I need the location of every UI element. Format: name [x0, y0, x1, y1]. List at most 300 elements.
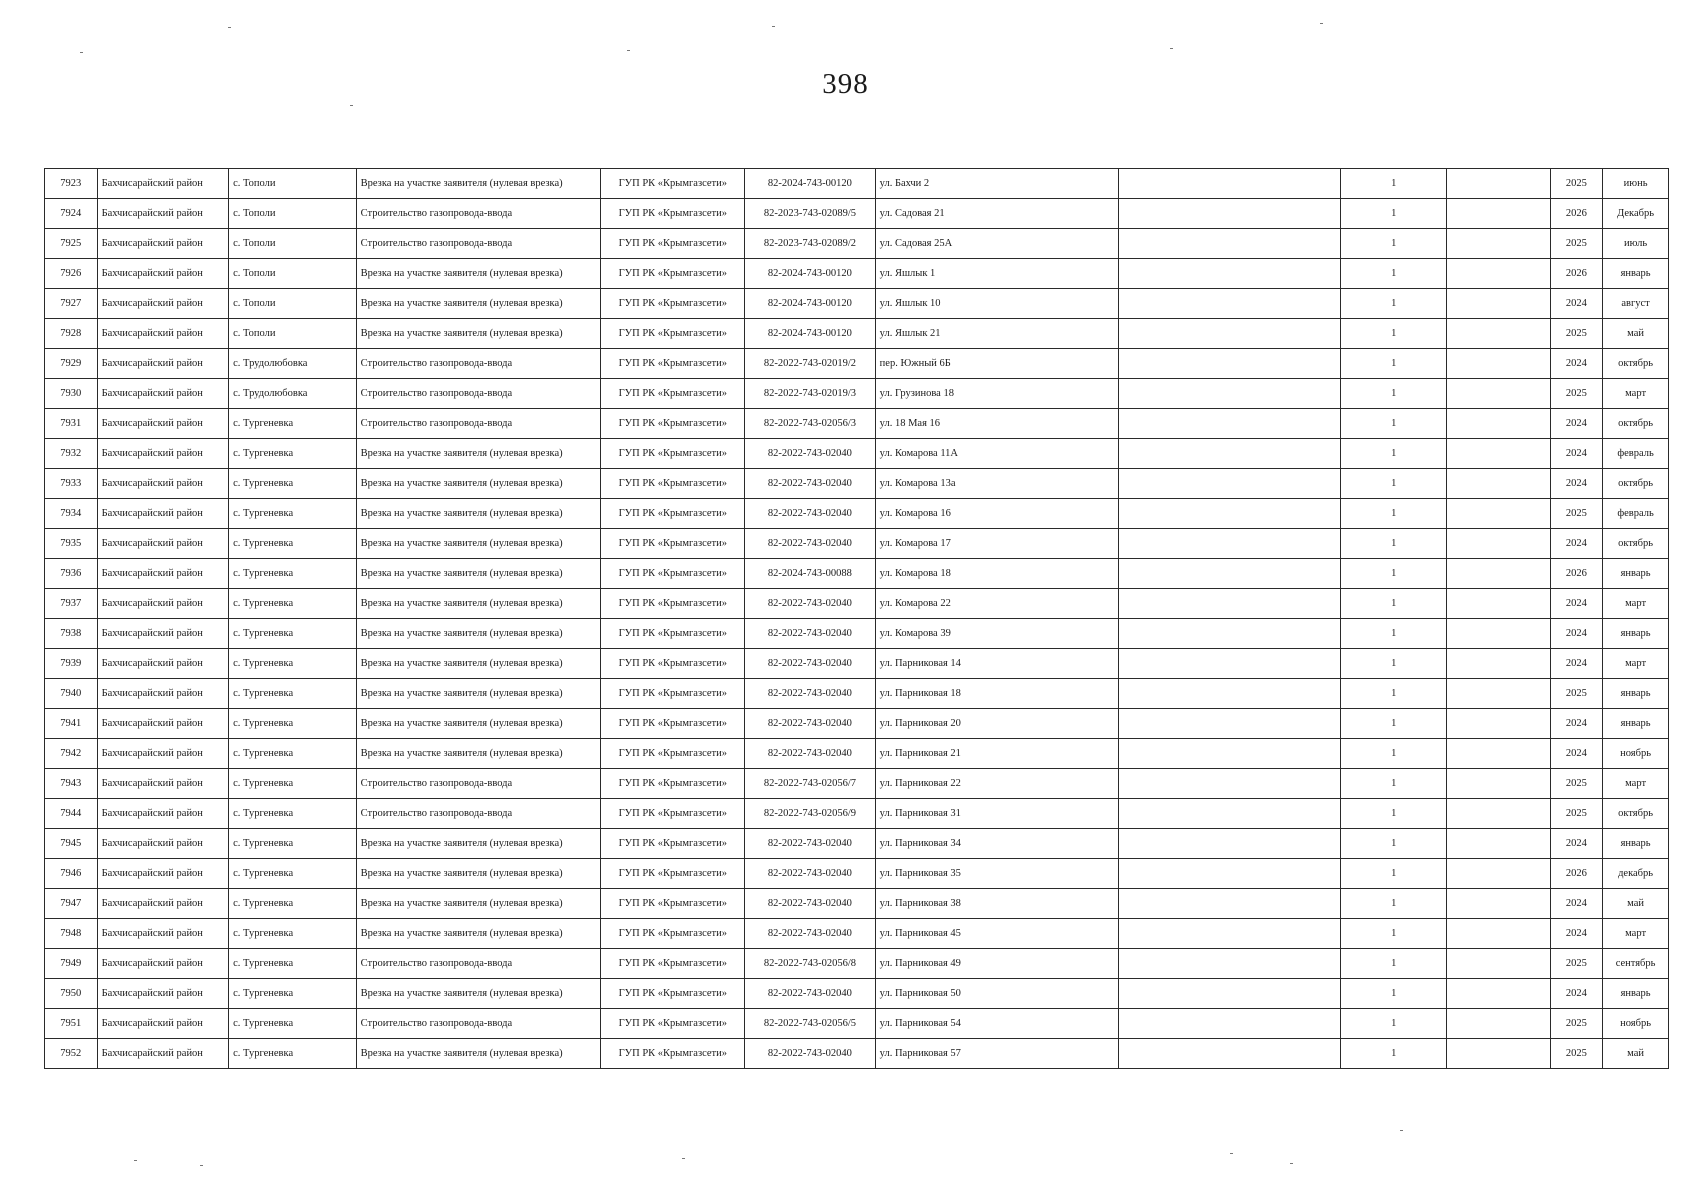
permit-number-cell: 82-2022-743-02056/5: [745, 1009, 876, 1039]
row-number: 7947: [45, 889, 98, 919]
month-cell: март: [1603, 769, 1669, 799]
month-cell: июль: [1603, 229, 1669, 259]
address-cell: ул. Комарова 11А: [875, 439, 1118, 469]
month-cell: август: [1603, 289, 1669, 319]
year-cell: 2024: [1550, 289, 1603, 319]
permit-number-cell: 82-2022-743-02040: [745, 1039, 876, 1069]
quantity-cell: 1: [1341, 769, 1447, 799]
settlement-cell: с. Тургеневка: [229, 499, 356, 529]
table-row: [45, 919, 1669, 949]
blank-cell: [1447, 1009, 1550, 1039]
year-cell: 2026: [1550, 199, 1603, 229]
settlement-cell: с. Тургеневка: [229, 439, 356, 469]
quantity-cell: 1: [1341, 799, 1447, 829]
row-number: 7931: [45, 409, 98, 439]
settlement-cell: с. Тургеневка: [229, 799, 356, 829]
permit-number-cell: 82-2022-743-02056/9: [745, 799, 876, 829]
permit-number-cell: 82-2022-743-02040: [745, 739, 876, 769]
row-number: 7936: [45, 559, 98, 589]
table-row: [45, 769, 1669, 799]
blank-cell: [1118, 619, 1341, 649]
month-cell: октябрь: [1603, 799, 1669, 829]
settlement-cell: с. Тополи: [229, 289, 356, 319]
work-type-cell: Врезка на участке заявителя (нулевая врезка): [356, 469, 601, 499]
work-type-cell: Врезка на участке заявителя (нулевая врезка): [356, 499, 601, 529]
permit-number-cell: 82-2022-743-02040: [745, 469, 876, 499]
work-type-cell: Врезка на участке заявителя (нулевая врезка): [356, 319, 601, 349]
month-cell: май: [1603, 1039, 1669, 1069]
address-cell: ул. Яшлык 1: [875, 259, 1118, 289]
permit-number-cell: 82-2022-743-02040: [745, 529, 876, 559]
address-cell: ул. Парниковая 35: [875, 859, 1118, 889]
blank-cell: [1118, 829, 1341, 859]
settlement-cell: с. Тургеневка: [229, 559, 356, 589]
blank-cell: [1447, 319, 1550, 349]
settlement-cell: с. Тургеневка: [229, 979, 356, 1009]
row-number: 7945: [45, 829, 98, 859]
permit-number-cell: 82-2022-743-02019/3: [745, 379, 876, 409]
blank-cell: [1118, 349, 1341, 379]
permit-number-cell: 82-2022-743-02040: [745, 919, 876, 949]
district-cell: Бахчисарайский район: [97, 1009, 229, 1039]
district-cell: Бахчисарайский район: [97, 409, 229, 439]
blank-cell: [1118, 529, 1341, 559]
quantity-cell: 1: [1341, 679, 1447, 709]
district-cell: Бахчисарайский район: [97, 169, 229, 199]
permit-number-cell: 82-2022-743-02040: [745, 679, 876, 709]
organization-cell: ГУП РК «Крымгазсети»: [601, 289, 745, 319]
month-cell: март: [1603, 919, 1669, 949]
settlement-cell: с. Трудолюбовка: [229, 349, 356, 379]
district-cell: Бахчисарайский район: [97, 679, 229, 709]
row-number: 7927: [45, 289, 98, 319]
table-row: [45, 409, 1669, 439]
blank-cell: [1447, 349, 1550, 379]
row-number: 7946: [45, 859, 98, 889]
permit-number-cell: 82-2022-743-02056/8: [745, 949, 876, 979]
row-number: 7933: [45, 469, 98, 499]
organization-cell: ГУП РК «Крымгазсети»: [601, 679, 745, 709]
organization-cell: ГУП РК «Крымгазсети»: [601, 619, 745, 649]
work-type-cell: Врезка на участке заявителя (нулевая врезка): [356, 619, 601, 649]
quantity-cell: 1: [1341, 559, 1447, 589]
month-cell: март: [1603, 379, 1669, 409]
district-cell: Бахчисарайский район: [97, 289, 229, 319]
table-row: [45, 859, 1669, 889]
organization-cell: ГУП РК «Крымгазсети»: [601, 349, 745, 379]
year-cell: 2024: [1550, 349, 1603, 379]
organization-cell: ГУП РК «Крымгазсети»: [601, 1039, 745, 1069]
blank-cell: [1447, 199, 1550, 229]
settlement-cell: с. Трудолюбовка: [229, 379, 356, 409]
address-cell: ул. Комарова 17: [875, 529, 1118, 559]
work-type-cell: Врезка на участке заявителя (нулевая врезка): [356, 679, 601, 709]
settlement-cell: с. Тургеневка: [229, 919, 356, 949]
organization-cell: ГУП РК «Крымгазсети»: [601, 799, 745, 829]
blank-cell: [1118, 739, 1341, 769]
settlement-cell: с. Тургеневка: [229, 1009, 356, 1039]
blank-cell: [1118, 169, 1341, 199]
year-cell: 2024: [1550, 589, 1603, 619]
quantity-cell: 1: [1341, 859, 1447, 889]
settlement-cell: с. Тургеневка: [229, 829, 356, 859]
blank-cell: [1447, 949, 1550, 979]
year-cell: 2024: [1550, 829, 1603, 859]
blank-cell: [1447, 859, 1550, 889]
organization-cell: ГУП РК «Крымгазсети»: [601, 589, 745, 619]
blank-cell: [1447, 979, 1550, 1009]
month-cell: май: [1603, 889, 1669, 919]
blank-cell: [1118, 1039, 1341, 1069]
settlement-cell: с. Тургеневка: [229, 469, 356, 499]
quantity-cell: 1: [1341, 949, 1447, 979]
blank-cell: [1118, 859, 1341, 889]
settlement-cell: с. Тургеневка: [229, 529, 356, 559]
blank-cell: [1447, 919, 1550, 949]
work-type-cell: Строительство газопровода-ввода: [356, 349, 601, 379]
settlement-cell: с. Тургеневка: [229, 889, 356, 919]
row-number: 7941: [45, 709, 98, 739]
settlement-cell: с. Тургеневка: [229, 589, 356, 619]
work-type-cell: Строительство газопровода-ввода: [356, 229, 601, 259]
district-cell: Бахчисарайский район: [97, 1039, 229, 1069]
table-row: [45, 709, 1669, 739]
blank-cell: [1118, 949, 1341, 979]
organization-cell: ГУП РК «Крымгазсети»: [601, 229, 745, 259]
address-cell: ул. Парниковая 34: [875, 829, 1118, 859]
table-row: [45, 439, 1669, 469]
blank-cell: [1447, 439, 1550, 469]
quantity-cell: 1: [1341, 829, 1447, 859]
blank-cell: [1447, 229, 1550, 259]
month-cell: Декабрь: [1603, 199, 1669, 229]
blank-cell: [1118, 229, 1341, 259]
work-type-cell: Врезка на участке заявителя (нулевая врезка): [356, 529, 601, 559]
organization-cell: ГУП РК «Крымгазсети»: [601, 949, 745, 979]
row-number: 7930: [45, 379, 98, 409]
blank-cell: [1118, 679, 1341, 709]
blank-cell: [1447, 589, 1550, 619]
organization-cell: ГУП РК «Крымгазсети»: [601, 499, 745, 529]
address-cell: ул. Парниковая 31: [875, 799, 1118, 829]
district-cell: Бахчисарайский район: [97, 439, 229, 469]
address-cell: ул. Садовая 25А: [875, 229, 1118, 259]
year-cell: 2024: [1550, 469, 1603, 499]
quantity-cell: 1: [1341, 979, 1447, 1009]
blank-cell: [1118, 259, 1341, 289]
work-type-cell: Врезка на участке заявителя (нулевая врезка): [356, 259, 601, 289]
district-cell: Бахчисарайский район: [97, 739, 229, 769]
month-cell: июнь: [1603, 169, 1669, 199]
blank-cell: [1118, 559, 1341, 589]
address-cell: ул. Парниковая 18: [875, 679, 1118, 709]
blank-cell: [1447, 679, 1550, 709]
quantity-cell: 1: [1341, 319, 1447, 349]
permit-number-cell: 82-2024-743-00120: [745, 289, 876, 319]
district-cell: Бахчисарайский район: [97, 949, 229, 979]
district-cell: Бахчисарайский район: [97, 379, 229, 409]
work-type-cell: Врезка на участке заявителя (нулевая врезка): [356, 859, 601, 889]
table-row: [45, 889, 1669, 919]
settlement-cell: с. Тургеневка: [229, 769, 356, 799]
work-type-cell: Врезка на участке заявителя (нулевая врезка): [356, 559, 601, 589]
organization-cell: ГУП РК «Крымгазсети»: [601, 829, 745, 859]
blank-cell: [1118, 769, 1341, 799]
year-cell: 2026: [1550, 559, 1603, 589]
page-number: 398: [822, 68, 869, 100]
quantity-cell: 1: [1341, 259, 1447, 289]
permit-number-cell: 82-2022-743-02040: [745, 499, 876, 529]
blank-cell: [1118, 499, 1341, 529]
table-row: [45, 529, 1669, 559]
table-row: [45, 739, 1669, 769]
organization-cell: ГУП РК «Крымгазсети»: [601, 469, 745, 499]
month-cell: март: [1603, 649, 1669, 679]
address-cell: ул. Яшлык 10: [875, 289, 1118, 319]
district-cell: Бахчисарайский район: [97, 349, 229, 379]
work-type-cell: Врезка на участке заявителя (нулевая врезка): [356, 829, 601, 859]
district-cell: Бахчисарайский район: [97, 229, 229, 259]
organization-cell: ГУП РК «Крымгазсети»: [601, 259, 745, 289]
organization-cell: ГУП РК «Крымгазсети»: [601, 529, 745, 559]
table-row: [45, 289, 1669, 319]
table-row: [45, 349, 1669, 379]
table-row: [45, 829, 1669, 859]
district-cell: Бахчисарайский район: [97, 499, 229, 529]
work-type-cell: Строительство газопровода-ввода: [356, 409, 601, 439]
month-cell: февраль: [1603, 439, 1669, 469]
address-cell: пер. Южный 6Б: [875, 349, 1118, 379]
blank-cell: [1118, 1009, 1341, 1039]
row-number: 7924: [45, 199, 98, 229]
permit-number-cell: 82-2022-743-02040: [745, 439, 876, 469]
blank-cell: [1118, 199, 1341, 229]
month-cell: октябрь: [1603, 349, 1669, 379]
table-row: [45, 199, 1669, 229]
blank-cell: [1118, 379, 1341, 409]
registry-table: [44, 168, 1669, 1069]
district-cell: Бахчисарайский район: [97, 319, 229, 349]
row-number: 7925: [45, 229, 98, 259]
blank-cell: [1118, 589, 1341, 619]
work-type-cell: Врезка на участке заявителя (нулевая врезка): [356, 1039, 601, 1069]
year-cell: 2024: [1550, 979, 1603, 1009]
permit-number-cell: 82-2023-743-02089/5: [745, 199, 876, 229]
blank-cell: [1118, 799, 1341, 829]
row-number: 7949: [45, 949, 98, 979]
permit-number-cell: 82-2024-743-00120: [745, 169, 876, 199]
organization-cell: ГУП РК «Крымгазсети»: [601, 199, 745, 229]
organization-cell: ГУП РК «Крымгазсети»: [601, 409, 745, 439]
blank-cell: [1447, 799, 1550, 829]
quantity-cell: 1: [1341, 589, 1447, 619]
quantity-cell: 1: [1341, 349, 1447, 379]
quantity-cell: 1: [1341, 919, 1447, 949]
table-row: [45, 319, 1669, 349]
permit-number-cell: 82-2024-743-00120: [745, 259, 876, 289]
row-number: 7943: [45, 769, 98, 799]
work-type-cell: Врезка на участке заявителя (нулевая врезка): [356, 739, 601, 769]
row-number: 7928: [45, 319, 98, 349]
address-cell: ул. Парниковая 45: [875, 919, 1118, 949]
blank-cell: [1447, 559, 1550, 589]
quantity-cell: 1: [1341, 229, 1447, 259]
settlement-cell: с. Тургеневка: [229, 859, 356, 889]
quantity-cell: 1: [1341, 739, 1447, 769]
row-number: 7939: [45, 649, 98, 679]
settlement-cell: с. Тургеневка: [229, 739, 356, 769]
quantity-cell: 1: [1341, 289, 1447, 319]
settlement-cell: с. Тургеневка: [229, 649, 356, 679]
table-row: [45, 979, 1669, 1009]
blank-cell: [1118, 919, 1341, 949]
blank-cell: [1118, 289, 1341, 319]
blank-cell: [1447, 259, 1550, 289]
blank-cell: [1447, 469, 1550, 499]
blank-cell: [1118, 319, 1341, 349]
row-number: 7948: [45, 919, 98, 949]
month-cell: октябрь: [1603, 469, 1669, 499]
blank-cell: [1447, 739, 1550, 769]
blank-cell: [1118, 649, 1341, 679]
district-cell: Бахчисарайский район: [97, 709, 229, 739]
year-cell: 2025: [1550, 499, 1603, 529]
table-row: [45, 679, 1669, 709]
blank-cell: [1447, 1039, 1550, 1069]
permit-number-cell: 82-2024-743-00120: [745, 319, 876, 349]
permit-number-cell: 82-2022-743-02056/3: [745, 409, 876, 439]
work-type-cell: Строительство газопровода-ввода: [356, 379, 601, 409]
row-number: 7932: [45, 439, 98, 469]
settlement-cell: с. Тургеневка: [229, 679, 356, 709]
year-cell: 2025: [1550, 169, 1603, 199]
settlement-cell: с. Тургеневка: [229, 1039, 356, 1069]
year-cell: 2025: [1550, 949, 1603, 979]
district-cell: Бахчисарайский район: [97, 589, 229, 619]
permit-number-cell: 82-2022-743-02019/2: [745, 349, 876, 379]
year-cell: 2024: [1550, 439, 1603, 469]
work-type-cell: Врезка на участке заявителя (нулевая врезка): [356, 289, 601, 319]
quantity-cell: 1: [1341, 469, 1447, 499]
organization-cell: ГУП РК «Крымгазсети»: [601, 889, 745, 919]
address-cell: ул. Комарова 16: [875, 499, 1118, 529]
year-cell: 2024: [1550, 529, 1603, 559]
table-row: [45, 169, 1669, 199]
organization-cell: ГУП РК «Крымгазсети»: [601, 649, 745, 679]
blank-cell: [1447, 529, 1550, 559]
permit-number-cell: 82-2022-743-02040: [745, 709, 876, 739]
permit-number-cell: 82-2023-743-02089/2: [745, 229, 876, 259]
table-row: [45, 469, 1669, 499]
blank-cell: [1447, 289, 1550, 319]
address-cell: ул. Парниковая 20: [875, 709, 1118, 739]
address-cell: ул. Комарова 18: [875, 559, 1118, 589]
address-cell: ул. Парниковая 38: [875, 889, 1118, 919]
month-cell: январь: [1603, 259, 1669, 289]
district-cell: Бахчисарайский район: [97, 259, 229, 289]
settlement-cell: с. Тополи: [229, 229, 356, 259]
permit-number-cell: 82-2022-743-02040: [745, 979, 876, 1009]
address-cell: ул. Комарова 39: [875, 619, 1118, 649]
quantity-cell: 1: [1341, 649, 1447, 679]
settlement-cell: с. Тополи: [229, 169, 356, 199]
address-cell: ул. Парниковая 21: [875, 739, 1118, 769]
district-cell: Бахчисарайский район: [97, 769, 229, 799]
quantity-cell: 1: [1341, 1009, 1447, 1039]
organization-cell: ГУП РК «Крымгазсети»: [601, 379, 745, 409]
row-number: 7940: [45, 679, 98, 709]
address-cell: ул. 18 Мая 16: [875, 409, 1118, 439]
permit-number-cell: 82-2024-743-00088: [745, 559, 876, 589]
district-cell: Бахчисарайский район: [97, 469, 229, 499]
blank-cell: [1447, 889, 1550, 919]
organization-cell: ГУП РК «Крымгазсети»: [601, 169, 745, 199]
work-type-cell: Врезка на участке заявителя (нулевая врезка): [356, 439, 601, 469]
permit-number-cell: 82-2022-743-02040: [745, 649, 876, 679]
blank-cell: [1118, 439, 1341, 469]
quantity-cell: 1: [1341, 889, 1447, 919]
year-cell: 2025: [1550, 1009, 1603, 1039]
work-type-cell: Врезка на участке заявителя (нулевая врезка): [356, 709, 601, 739]
blank-cell: [1447, 409, 1550, 439]
table-row: [45, 259, 1669, 289]
blank-cell: [1447, 649, 1550, 679]
address-cell: ул. Садовая 21: [875, 199, 1118, 229]
table-row: [45, 1039, 1669, 1069]
month-cell: январь: [1603, 979, 1669, 1009]
organization-cell: ГУП РК «Крымгазсети»: [601, 859, 745, 889]
row-number: 7937: [45, 589, 98, 619]
address-cell: ул. Парниковая 54: [875, 1009, 1118, 1039]
blank-cell: [1447, 169, 1550, 199]
blank-cell: [1118, 409, 1341, 439]
quantity-cell: 1: [1341, 409, 1447, 439]
district-cell: Бахчисарайский район: [97, 889, 229, 919]
quantity-cell: 1: [1341, 199, 1447, 229]
blank-cell: [1447, 499, 1550, 529]
row-number: 7942: [45, 739, 98, 769]
row-number: 7944: [45, 799, 98, 829]
work-type-cell: Строительство газопровода-ввода: [356, 769, 601, 799]
month-cell: ноябрь: [1603, 739, 1669, 769]
permit-number-cell: 82-2022-743-02040: [745, 589, 876, 619]
table-row: [45, 799, 1669, 829]
month-cell: сентябрь: [1603, 949, 1669, 979]
organization-cell: ГУП РК «Крымгазсети»: [601, 769, 745, 799]
year-cell: 2025: [1550, 799, 1603, 829]
year-cell: 2025: [1550, 319, 1603, 349]
quantity-cell: 1: [1341, 619, 1447, 649]
table-row: [45, 949, 1669, 979]
district-cell: Бахчисарайский район: [97, 199, 229, 229]
district-cell: Бахчисарайский район: [97, 859, 229, 889]
settlement-cell: с. Тургеневка: [229, 619, 356, 649]
organization-cell: ГУП РК «Крымгазсети»: [601, 979, 745, 1009]
month-cell: январь: [1603, 619, 1669, 649]
year-cell: 2025: [1550, 1039, 1603, 1069]
address-cell: ул. Комарова 22: [875, 589, 1118, 619]
district-cell: Бахчисарайский район: [97, 619, 229, 649]
work-type-cell: Строительство газопровода-ввода: [356, 799, 601, 829]
year-cell: 2025: [1550, 679, 1603, 709]
blank-cell: [1447, 379, 1550, 409]
month-cell: январь: [1603, 829, 1669, 859]
row-number: 7929: [45, 349, 98, 379]
table-row: [45, 379, 1669, 409]
blank-cell: [1447, 829, 1550, 859]
quantity-cell: 1: [1341, 379, 1447, 409]
row-number: 7950: [45, 979, 98, 1009]
